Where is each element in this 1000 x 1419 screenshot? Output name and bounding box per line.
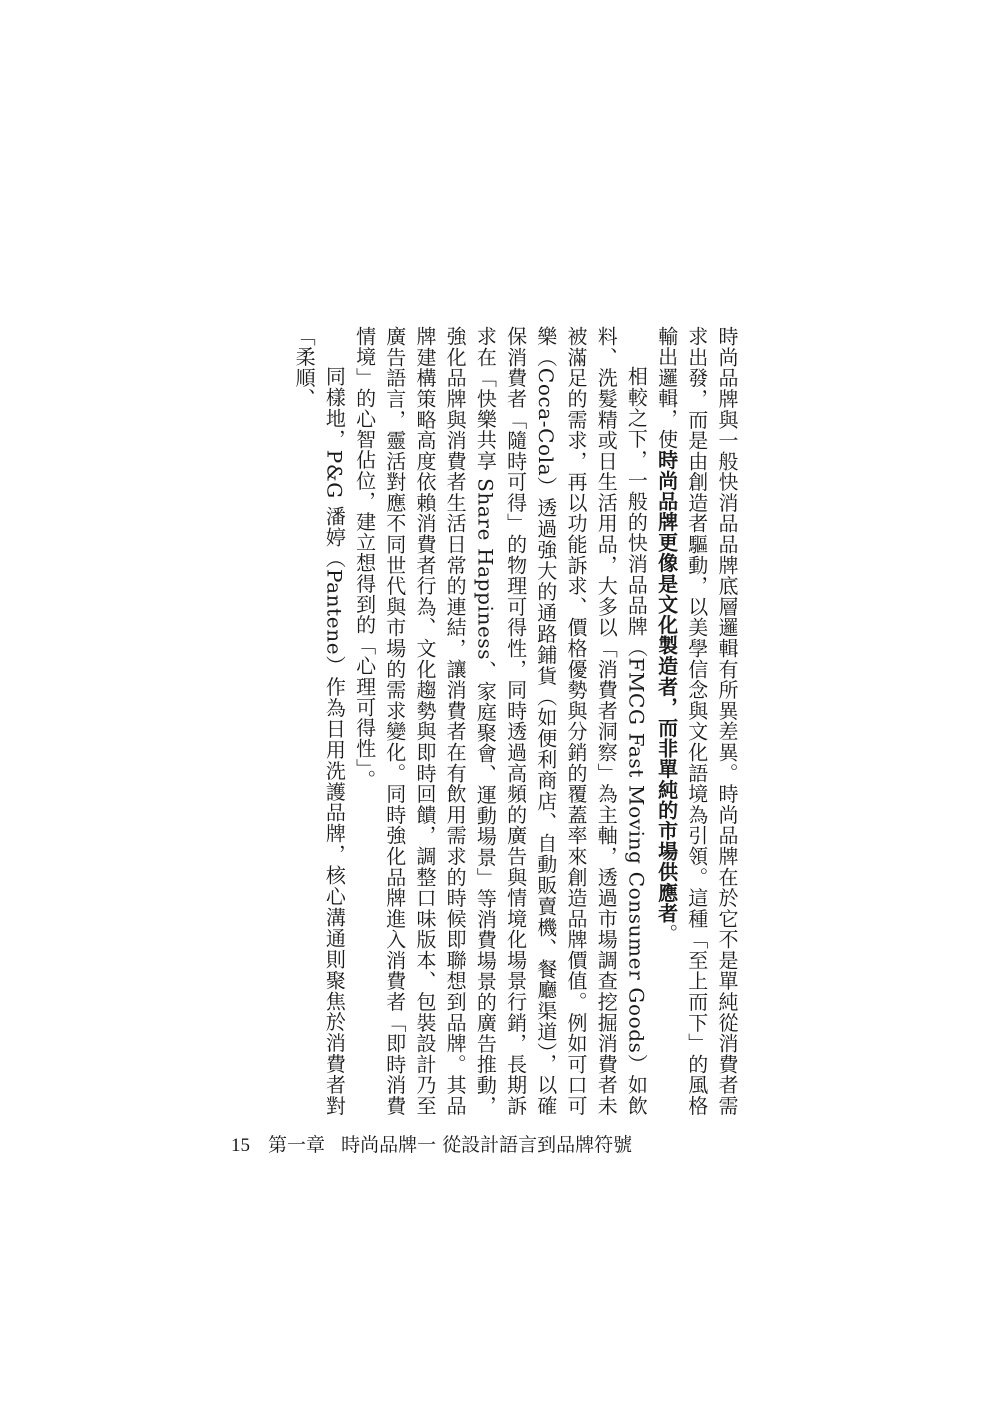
paragraph-1 [651, 326, 742, 1116]
paragraph-1-run-3: 。 [654, 923, 679, 945]
chapter-label: 第一章 [268, 1134, 326, 1156]
paragraph-1-bold-emphasis: 時尚品牌更像是文化製造者，而非單純的市場供應者 [654, 449, 679, 924]
page-number: 15 [231, 1135, 250, 1156]
paragraph-1-run-1: 時尚品牌與一般快消品品牌底層邏輯有所異差異。時尚品牌在於它不是單純從消費者需求出發，而是由創造者驅動，以美學信念與文化語境為引領。這種「至上而下」的風格輸出邏輯，使 [654, 326, 739, 1116]
page-footer [231, 1134, 632, 1157]
paragraph-2 [349, 326, 651, 1116]
paragraph-2-run-1: 相較之下，一般的快消品品牌（FMCG Fast Moving Consumer Goods）如飲料、洗髮精或日生活用品，大多以「消費者洞察」為主軸，透過市場調查挖掘消費者未被滿足的需求，再以功能訴求、價格優勢與分銷的覆蓋率來創造品牌價值。例如可口可樂（Coca-Cola）透過強大的通路鋪貨（如便利商店、自動販賣機、餐廳渠道），以確保消費者「隨時可得」的物理可得性，同時透過高頻的廣告與情境化場景行銷，長期訴求在「快樂共享 Share Happiness、家庭聚會、運動場景」等消費場景的廣告推動，強化品牌與消費者生活日常的連結，讓消費者在有飲用需求的時候即聯想到品牌。其品牌建構策略高度依賴消費者行為、文化趨勢與即時回饋，調整口味版本、包裝設計乃至廣告語言，靈活對應不同世代與市場的需求變化。同時強化品牌進入消費者「即時消費情境」的心智佔位，建立想得到的「心理可得性」。 [352, 326, 649, 1116]
chapter-title: 時尚品牌一 從設計語言到品牌符號 [341, 1134, 633, 1156]
paragraph-3 [289, 326, 349, 1116]
paragraph-3-run-1: 同樣地，P&G 潘婷（Pantene）作為日用洗護品牌，核心溝通則聚焦於消費者對「柔順、 [292, 326, 347, 1116]
vertical-body-text [252, 326, 742, 1116]
